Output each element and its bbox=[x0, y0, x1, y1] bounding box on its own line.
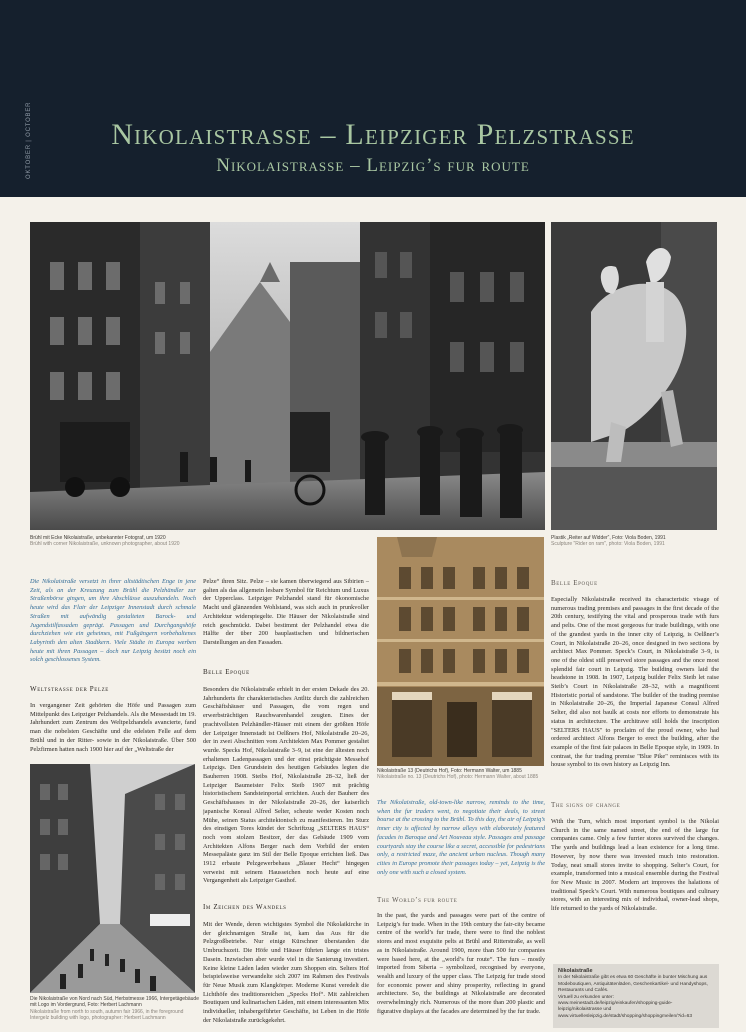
heading-weltstrasse: Weltstrasse der Pelze bbox=[30, 685, 109, 693]
photo-deutrichs-hof bbox=[377, 537, 544, 766]
caption-photo-deutrichs: Nikolaistraße 13 (Deutrichs Hof), Foto: Hermann Walter, um 1885 Nikolaistraße no. 13 (Deutrichs Hof), photo: Hermann Walter, about 1885 bbox=[377, 768, 539, 781]
body-wandel-de: Mit der Wende, deren wichtigstes Symbol die Nikolaikirche in der gleichnamigen Straße ist, kam das Aus für die Pelzgroßbetriebe. Nur einige Kürschner überstanden die Umbruchszeit. Die Höfe und Häuser führten lange ein tristes Dasein. Inzwischen aber wurde viel in die Sanierung investiert. Keine kleine Läden laden wieder zum Shoppen ein. Selters Hof beispielsweise verwandelte sich 2007 im Rahmen des Festivals für Neue Musik zum Klangkörper. Moderne Kunst veredelt die Lichthöfe des traditionsreichen „Specks Hof“. Mit zahlreichen Boutiquen und kulinarischen Läden, mit einem interessanten Mix individueller, inhabergeführter Geschäfte, ist Leben in die Höfe der Nikolaistraße zurückgekehrt. bbox=[203, 921, 369, 1024]
photo-bruehl-street bbox=[30, 222, 545, 530]
heading-wandel-de: Im Zeichen des Wandels bbox=[203, 903, 287, 911]
page-title: Nikolaistrasse – Leipziger Pelzstrasse bbox=[111, 118, 635, 151]
body-belle-epoque-de: Besonders die Nikolaistraße erhielt in der ersten Dekade des 20. Jahrhunderts ihr charakteristisches Antlitz durch die zahlreichen Geschäftshäuser und Passagen, die vom regen und erwerbsträchtigen Rauchwarenhandel zeugten. Eines der prachtvollsten Pelzhändler-Häuser mit einem der größten Höfe der Leipziger Innenstadt ist Oelßners Hof, Nikolaistraße 20–26, der in zwei Abschnitten vom Architekten Max Pommer gestaltet wurde. Specks Hof, Nikolaistraße 3–9, ist eine der ältesten noch erhaltenen Ladenpassagen und der einst prächtigste Messehof Leipzigs. Den Grundstein des heutigen Gebäudes legten die Bauherren 1908. Steibs Hof, Nikolaistraße 28–32, ließ der Leipziger Baumeister Felix Steib 1907 mit prächtig historistischem Sandsteinportal errichten. Auch der Bauherr des Geschäftshauses in der Nikolaistraße 20–26, der kaiserlich japanische Konsul Alfred Selter, scheute weder Kosten noch Mühe, seinen Status architektonisch zu manifestieren. Im Sturz des einstigen Tores kündet der Schriftzug „SELTERS HAUS“ noch vom stolzen Besitzer, der das Gebäude 1909 vom Architekten Alfons Berger nach dem Vorbild der ersten Messepaläste ganz im Stil der Belle Epoque errichten ließ. Das 1912 erbaute Pelzgewerbehaus „Blauer Hecht“ hingegen verweist mit seinem Hausseichen noch heute auf eine Vergangenheit als Leipziger Gasthof. bbox=[203, 686, 369, 885]
body-weltstrasse-de: In vergangener Zeit gehörten die Höfe und Passagen zum Mittelpunkt des Leipziger Pelzhandels. Als die Messestadt im 19. Jahrhundert zum Zentrum des Weltpelzhandels avancierte, fand man die nobelsten Geschäfte und die edelsten Felle auf dem Brühl und in der Ritter- sowie in der Nikolaistraße. Über 500 Pelzfirmen hatten nach 1900 hier auf der „Weltstraße der bbox=[30, 702, 196, 753]
heading-worlds-fur-route: The World’s fur route bbox=[377, 896, 458, 904]
intro-text-en: The Nikolaistraße, old-town-like narrow, reminds to the time, when the fur traders went, to negotiate their deals, to street bourse at the crossing to the Brühl. To this day, the air of Leipzig’s inner city is affected by narrow alleys with elaborately featured facades in Baroque and Art Nouveau style. Passages and passage courtyards stay the course like a secret, accessible for pedestrians only, a restricted maze, the ancient urban nucleus. Though many cities in Europe promote their passages today – yet, Leipzig is the only one with such a closed system. bbox=[377, 799, 545, 876]
body-pelze-de: Pelze“ ihren Sitz. Pelze – sie kamen überwiegend aus Sibirien – galten als das allgemein lesbare Symbol für Reichtum und Luxus der Upperclass. Leipziger Pelzhandel stand für ökonomische Macht und glänzenden Wohlstand, was sich auch in prunkvoller Architektur widerspiegelte. Die Häuser der Nikolaistraße sind reich geschmückt. Dabei bestimmt der Pelzhandel etwa die Hälfte der über 200 bauplastischen und bildnerischen Darstellungen an den Fassaden. bbox=[203, 578, 369, 646]
intro-text-de: Die Nikolaistraße versetzt in ihrer altstädtischen Enge in jene Zeit, als an der Kreuzung zum Brühl die Pelzhändler zur Straßenbörse gingen, um ihre Abschlüsse auszuhandeln. Noch heute wird das Flair der Leipziger Innenstadt durch schmale Straßen mit aufwändig gestalteten Barock- und Jugendstilfassaden geprägt. Passagen und Durchgangshöfe durchziehen wie ein geheimes, mit Fußgängern vorbehaltenes Labyrinth den alten Stadtkern. Viele Städte in Europa werben heute mit ihren Passagen – doch nur Leipzig besitzt noch ein solch geschlossenes System. bbox=[30, 578, 196, 664]
info-box bbox=[553, 964, 719, 1028]
body-signs-of-change-en: With the Turn, which most important symbol is the Nikolai Church in the same named street, the end of the large fur companies came. Only a few furrier stores survived the changes. The yards and buildings lead a lean existence for a long time. However, by now there was invested much into restoration. Today, neat small stores invite to shopping. Selter’s Court, for example, transformed into a musical ensemble during the Festival for New Music in 2007. Modern art improves the halations of traditional Speck’s Court. With numerous boutiques and culinary stores, with an interesting mix of individual, owner-lead shops, life returned to the yards of Nikolaistraße. bbox=[551, 818, 719, 913]
caption-photo-1966: Die Nikolaistraße von Nord nach Süd, Herbstmesse 1966, Intergetägebäude mit Logo im Vordergrund, Foto: Herbert Lachmann Nikolaistraße from north to south, autumn fair 1966, in the foreground Intergelz building with logo, photographer: Herbert Lachmann bbox=[30, 996, 199, 1021]
body-fur-route-en: In the past, the yards and passages were part of the centre of Leipzig’s fur trade. When in the 19th century the fair-city became centre of the world’s fur trade, there were to find the noblest stores and most exquisite pelts at Brühl and Ritterstraße, as well as in Nikolaistraße. Around 1900, more than 500 fur companies were based here, at the „world’s fur route“. The furs – mostly imported from Siberia – symbolized, recognised by everyone, wealth and luxury of the upper class. The Leipzig fur trade stood for economic power and shiny prosperity, reflecting in grand architecture. So, the buildings at Nikolaistraße are decorated overwhelmingly rich. Numerous of the more than 200 plastic and figurative displays at the facades are determined by the fur trade. bbox=[377, 912, 545, 1015]
heading-signs-of-change: The signs of change bbox=[551, 801, 621, 809]
caption-photo-sculpture: Plastik „Reiter auf Widder“, Foto: Viola Boden, 1991 Sculpture "Rider on ram", photo: Viola Boden, 1991 bbox=[551, 535, 666, 548]
heading-belle-epoque-en: Belle Epoque bbox=[551, 579, 598, 587]
info-box-links[interactable]: Virtuell zu erkunden unter: www.meinestadt.de/leipzig/einkaufen/shopping-guide-leipzig/nikolaistrasse und www.virtuellesleipzig.de/stadt/shopping/shoppingmeilen/?id=63 bbox=[558, 994, 692, 1019]
body-belle-epoque-en: Especially Nikolaistraße received its characteristic visage of numerous trading premises and passages in the first decade of the 20th century, testifying the vital and prosperous trade with furs and pelts. One of the most gorgeous fur trade buildings, with one of the grandest yards in the inner city of Leipzig, is Oelßner’s Court, in Nikolaistraße 20–26, once designed in two sections by architect Max Pommer. Speck’s Court, in Nikolaistraße 3–9, is one of the oldest still preserved store passages and the once most splendid fair court in Leipzig. The building owners laid the headstone in 1908. In 1907, Leipzig builder Felix Steib let raise Steib’s Court in Nikolaistraße 28–32, with a magnificent Historistic portal of sandstone. The builder of the trading premise in Nikolaistraße 20–26, the Imperial Japanese Consul Alfred Selter, did also not baulk at costs nor efforts to demonstrate his status in architecture. The architrave still holds the inscription "SELTERS HAUS" to proclaim of the proud owner, who had ordered architect Alfons Berger to erect the building, after the example of the first fair palaces in Belle Epoque style, in 1909. In contrast, the fur trading premise "Blue Pike" reminisces with its house symbol to its own history as Leipzig Inn. bbox=[551, 596, 719, 769]
caption-photo-bruehl: Brühl mit Ecke Nikolaistraße, unbekannter Fotograf, um 1920 Brühl with corner Nikolaistraße, unknown photographer, about 1920 bbox=[30, 535, 180, 548]
header-band bbox=[0, 0, 746, 197]
photo-nikolaistrasse-1966 bbox=[30, 764, 195, 993]
info-box-text: In der Nikolaistraße gibt es etwa 60 Geschäfte in bunter Mischung aus Modeboutiquen, Antiquitätenläden, Geschenkartikel- und Handyshops, Restaurants und Cafés. bbox=[558, 975, 708, 994]
page-subtitle: Nikolaistrasse – Leipzig’s fur route bbox=[216, 155, 530, 176]
info-box-title: Nikolaistraße bbox=[558, 968, 593, 974]
photo-rider-on-ram bbox=[551, 222, 717, 530]
heading-belle-epoque-de: Belle Epoque bbox=[203, 668, 250, 676]
month-side-label: OKTOBER | OCTOBER bbox=[26, 101, 32, 179]
